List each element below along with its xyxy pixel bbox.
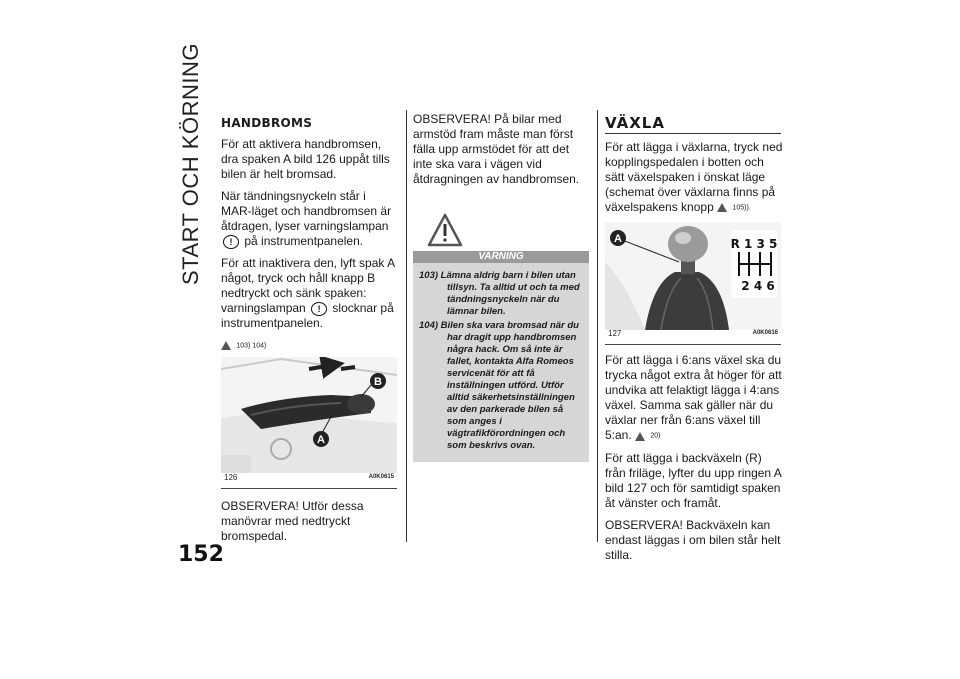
figure-code: A0K0615 [368, 474, 394, 481]
handbrake-release-text-b: slocknar på instrumentpanelen. [221, 301, 394, 330]
figure-code: A0K0616 [752, 330, 778, 337]
column-divider-1 [406, 110, 407, 542]
sixth-gear-text [605, 353, 785, 443]
page-number: 152 [178, 542, 224, 567]
warning-triangle-icon [427, 213, 463, 247]
handbrake-lamp-text-a: När tändningsnyckeln står i MAR-läget och handbromsen är åtdragen, lyser varningslampan [221, 189, 392, 233]
gear-pattern-top: R 1 3 5 [730, 237, 778, 252]
handbrake-note: OBSERVERA! Utför dessa manövrar med nedtryckt bromspedal. [221, 499, 364, 544]
handbrake-release-text-a: För att inaktivera den, lyft spak A något, tryck och håll knapp B nedtryckt och sänk spaken: varningslampan [221, 256, 395, 315]
figure-127 [605, 222, 781, 345]
warning-item-text: Bilen ska vara bromsad när du har dragit upp handbromsen några hack. Om så inte är fallet, kontakta Alfa Romeos servicenät för att få inställningen utförd. Utför alltid säkerhetsinställningen av den parkerade bilen så som anges i vägtrafikförordningen och som beskrivs ovan. [440, 320, 579, 451]
sixth-gear-text-main: För att lägga i 6:ans växel ska du trycka något extra åt höger för att undvika att felaktigt lägga i 4:ans växel. Samma sak gäller när du växlar ner från 6:ans växel till 5:an. [605, 353, 782, 443]
warning-body [413, 263, 589, 462]
warning-triangle-icon [635, 432, 645, 441]
warning-triangle-icon [221, 341, 231, 350]
warning-item-text: Lämna aldrig barn i bilen utan tillsyn. Ta alltid ut och ta med tändningsnyckeln när du lämnar bilen. [440, 270, 580, 317]
handbrake-lamp-text [221, 189, 399, 249]
figure-number: 127 [608, 329, 622, 339]
gear-knob-illustration [605, 222, 781, 330]
handbrake-activate-text: För att aktivera handbromsen, dra spaken A bild 126 uppåt tills bilen är helt bromsad. [221, 137, 390, 181]
figure-126 [221, 357, 397, 489]
sixth-gear-ref: 20) [650, 432, 661, 440]
figure-number: 126 [224, 473, 238, 483]
gearshift-intro-text [605, 140, 785, 215]
figure-126-label-a: A [317, 434, 325, 447]
warning-item [419, 270, 583, 318]
handbrake-release-text [221, 256, 399, 331]
reverse-gear-note: OBSERVERA! Backväxeln kan endast läggas i om bilen står helt stilla. [605, 517, 781, 562]
column-gearshift [605, 112, 785, 570]
gearshift-heading: VÄXLA [605, 116, 781, 134]
warning-box [413, 195, 589, 462]
brake-warning-lamp-icon: ! [223, 235, 239, 249]
warning-item-number: 104) [419, 320, 439, 331]
armrest-note: OBSERVERA! På bilar med armstöd fram måste man först fälla upp armstödet för att det inte ska vara i vägen vid åtdragningen av handbromsen. [413, 112, 580, 186]
side-section-title: START OCH KÖRNING [178, 43, 203, 285]
column-divider-2 [597, 110, 598, 542]
handbrake-heading: HANDBROMS [221, 116, 313, 130]
warning-refs-text: 103) 104) [236, 342, 267, 350]
warning-triangle-icon [717, 203, 727, 212]
column-handbrake [221, 112, 399, 551]
handbrake-illustration [221, 357, 397, 473]
handbrake-lamp-text-b: på instrumentpanelen. [244, 234, 364, 248]
gearshift-intro-text-main: För att lägga i växlarna, tryck ned kopplingspedalen i botten och sätt växelspaken i önskat läge (schemat över växlarna finns på växelspakens knopp [605, 140, 783, 214]
handbrake-warning-refs [221, 338, 399, 353]
reverse-gear-text: För att lägga i backväxeln (R) från friläge, lyfter du upp ringen A bild 127 och för samtidigt spaken åt vänster och framåt. [605, 450, 782, 510]
figure-126-label-b: B [374, 376, 382, 389]
brake-warning-lamp-icon: ! [311, 302, 327, 316]
warning-icon-area [413, 195, 589, 251]
warning-item [419, 320, 583, 452]
column-handbrake-warning [413, 112, 591, 462]
gear-pattern-bottom: 2 4 6 [741, 279, 775, 294]
gearshift-intro-ref: 105)). [732, 204, 751, 212]
figure-127-label-a: A [614, 233, 622, 246]
warning-title: VARNING [413, 251, 589, 263]
warning-item-number: 103) [419, 270, 439, 281]
